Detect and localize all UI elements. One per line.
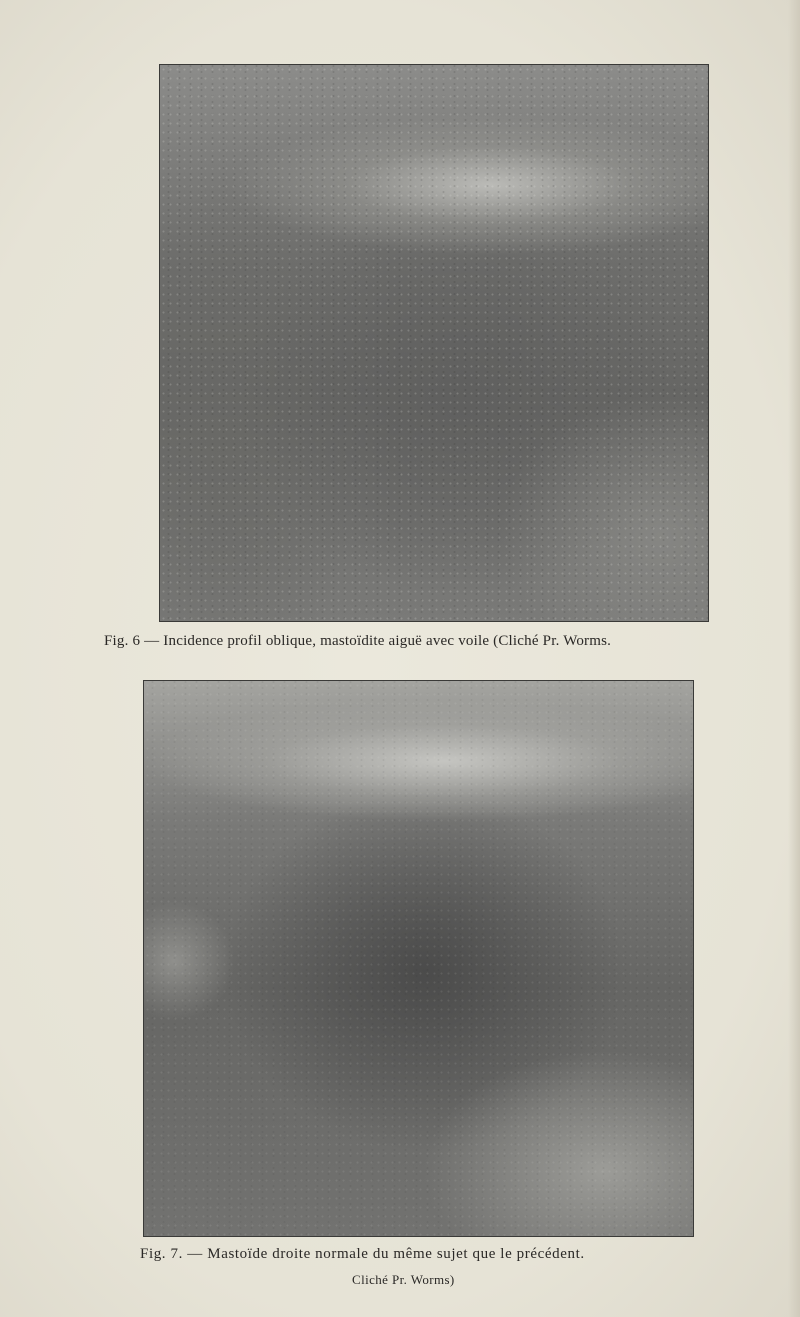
fig-6-caption: Fig. 6 — Incidence profil oblique, mastoïdite aiguë avec voile (Cliché Pr. Worms. <box>104 633 612 649</box>
radiograph-fig-6 <box>159 64 709 622</box>
radiograph-fig-7 <box>143 680 694 1237</box>
fig-7-caption: Fig. 7. — Mastoïde droite normale du même sujet que le précédent. <box>140 1246 585 1262</box>
page-edge-shadow <box>788 0 800 1317</box>
fig-7-credit: Cliché Pr. Worms) <box>352 1272 455 1287</box>
film-grain <box>160 65 708 621</box>
film-grain <box>144 681 693 1236</box>
